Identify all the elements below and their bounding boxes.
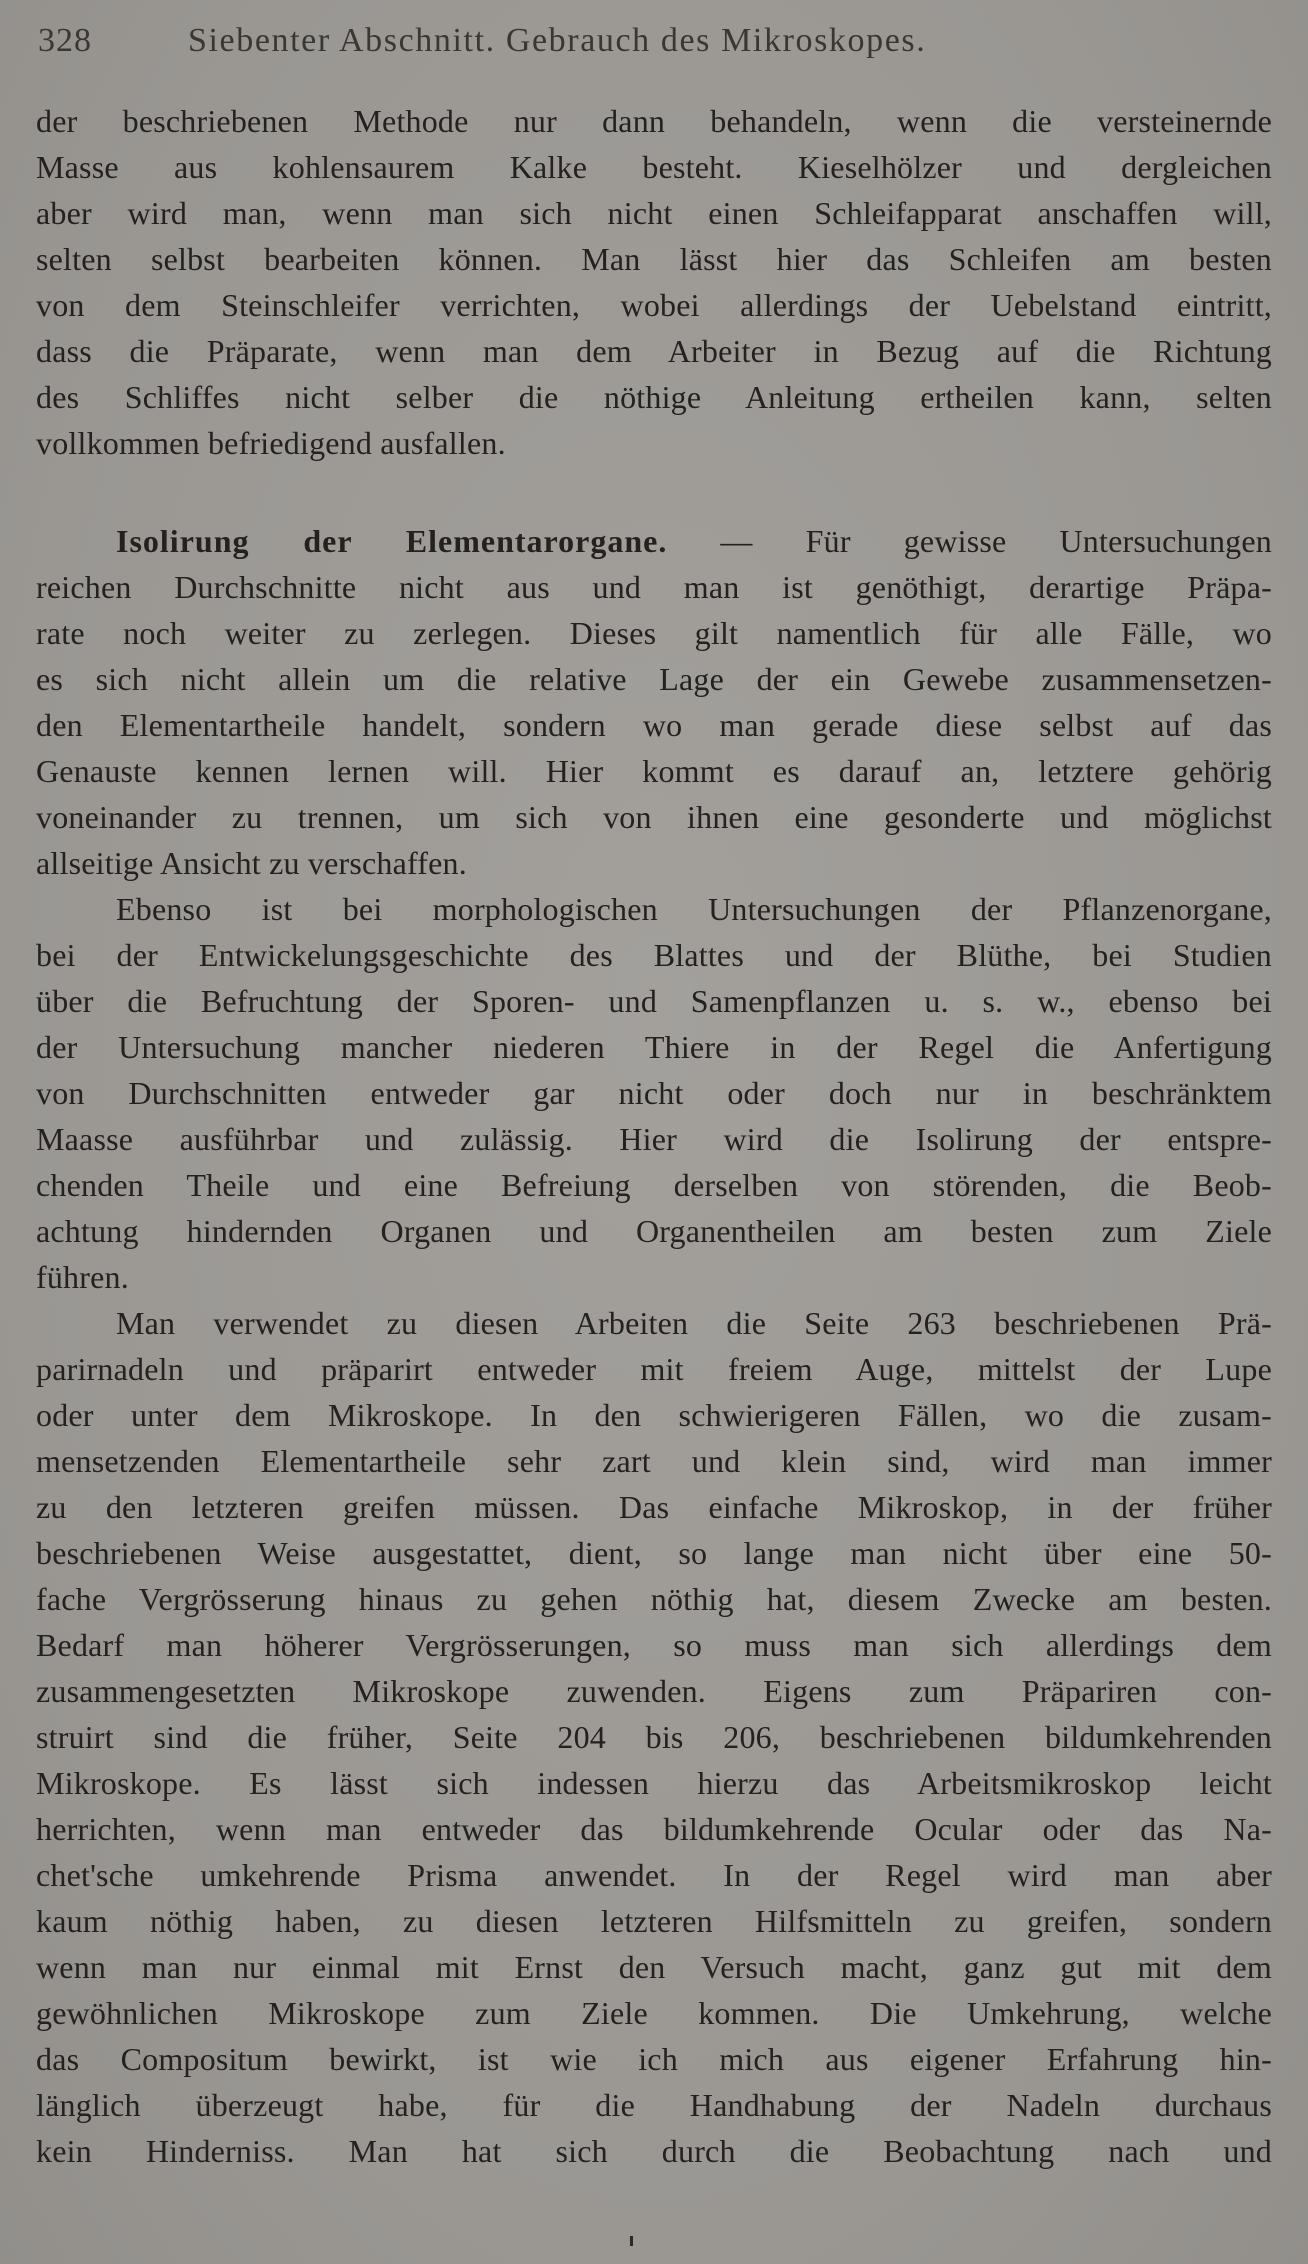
text-line: zusammengesetzten Mikroskope zuwenden. Eigens zum Präpariren con- (36, 1673, 1272, 1709)
text-line: dass die Präparate, wenn man dem Arbeiter in Bezug auf die Richtung (36, 333, 1272, 369)
text-line: chenden Theile und eine Befreiung derselben von störenden, die Beob- (36, 1167, 1272, 1203)
section-spacing (36, 466, 1272, 518)
text-line: wenn man nur einmal mit Ernst den Versuch macht, ganz gut mit dem (36, 1949, 1272, 1985)
text-line: selten selbst bearbeiten können. Man lässt hier das Schleifen am besten (36, 241, 1272, 277)
text-line: gewöhnlichen Mikroskope zum Ziele kommen. Die Umkehrung, welche (36, 1995, 1272, 2031)
text-line: zu den letzteren greifen müssen. Das einfache Mikroskop, in der früher (36, 1489, 1272, 1525)
text-line: kaum nöthig haben, zu diesen letzteren Hilfsmitteln zu greifen, sondern (36, 1903, 1272, 1939)
text-line: mensetzenden Elementartheile sehr zart und klein sind, wird man immer (36, 1443, 1272, 1479)
running-title: Siebenter Abschnitt. Gebrauch des Mikroskopes. (188, 22, 927, 59)
text-line: fache Vergrösserung hinaus zu gehen nöthig hat, diesem Zwecke am besten. (36, 1581, 1272, 1617)
text-line: achtung hindernden Organen und Organentheilen am besten zum Ziele (36, 1213, 1272, 1249)
text-line: Mikroskope. Es lässt sich indessen hierzu das Arbeitsmikroskop leicht (36, 1765, 1272, 1801)
text-line: es sich nicht allein um die relative Lage der ein Gewebe zusammensetzen- (36, 661, 1272, 697)
text-line: den Elementartheile handelt, sondern wo man gerade diese selbst auf das (36, 707, 1272, 743)
print-mark (630, 2236, 633, 2246)
text-line: rate noch weiter zu zerlegen. Dieses gilt namentlich für alle Fälle, wo (36, 615, 1272, 651)
page-number: 328 (38, 22, 92, 59)
text-line: reichen Durchschnitte nicht aus und man ist genöthigt, derartige Präpa- (36, 569, 1272, 605)
text-line: des Schliffes nicht selber die nöthige Anleitung ertheilen kann, selten (36, 379, 1272, 415)
text-line: der beschriebenen Methode nur dann behandeln, wenn die versteinernde (36, 103, 1272, 139)
text-line: länglich überzeugt habe, für die Handhabung der Nadeln durchaus (36, 2087, 1272, 2123)
text-run: — Für gewisse Untersuchungen (667, 523, 1272, 559)
text-line: Masse aus kohlensaurem Kalke besteht. Kieselhölzer und dergleichen (36, 149, 1272, 185)
text-line: vollkommen befriedigend ausfallen. (36, 425, 506, 461)
text-line: der Untersuchung mancher niederen Thiere in der Regel die Anfertigung (36, 1029, 1272, 1065)
text-line: von Durchschnitten entweder gar nicht oder doch nur in beschränktem (36, 1075, 1272, 1111)
body-text (36, 98, 1272, 2174)
paragraph (36, 1300, 1272, 2174)
text-line: Ebenso ist bei morphologischen Untersuchungen der Pflanzenorgane, (116, 891, 1272, 927)
text-line: oder unter dem Mikroskope. In den schwierigeren Fällen, wo die zusam- (36, 1397, 1272, 1433)
paragraph (36, 518, 1272, 886)
text-line: bei der Entwickelungsgeschichte des Blattes und der Blüthe, bei Studien (36, 937, 1272, 973)
text-line: herrichten, wenn man entweder das bildumkehrende Ocular oder das Na- (36, 1811, 1272, 1847)
section-heading: Isolirung der Elementarorgane. (116, 523, 668, 559)
text-line: das Compositum bewirkt, ist wie ich mich aus eigener Erfahrung hin- (36, 2041, 1272, 2077)
text-line: voneinander zu trennen, um sich von ihnen eine gesonderte und möglichst (36, 799, 1272, 835)
text-line: führen. (36, 1259, 129, 1295)
text-line: allseitige Ansicht zu verschaffen. (36, 845, 467, 881)
text-line: Bedarf man höherer Vergrösserungen, so muss man sich allerdings dem (36, 1627, 1272, 1663)
text-line: beschriebenen Weise ausgestattet, dient, so lange man nicht über eine 50- (36, 1535, 1272, 1571)
text-line: Man verwendet zu diesen Arbeiten die Seite 263 beschriebenen Prä- (116, 1305, 1272, 1341)
text-line: parirnadeln und präparirt entweder mit freiem Auge, mittelst der Lupe (36, 1351, 1272, 1387)
text-line: Maasse ausführbar und zulässig. Hier wird die Isolirung der entspre- (36, 1121, 1272, 1157)
page-header (38, 22, 1288, 72)
text-line (36, 518, 1272, 564)
text-line: aber wird man, wenn man sich nicht einen Schleifapparat anschaffen will, (36, 195, 1272, 231)
paragraph (36, 98, 1272, 466)
paragraph (36, 886, 1272, 1300)
text-line: chet'sche umkehrende Prisma anwendet. In der Regel wird man aber (36, 1857, 1272, 1893)
text-line: struirt sind die früher, Seite 204 bis 206, beschriebenen bildumkehrenden (36, 1719, 1272, 1755)
text-line: über die Befruchtung der Sporen- und Samenpflanzen u. s. w., ebenso bei (36, 983, 1272, 1019)
text-line: von dem Steinschleifer verrichten, wobei allerdings der Uebelstand eintritt, (36, 287, 1272, 323)
text-line: Genauste kennen lernen will. Hier kommt es darauf an, letztere gehörig (36, 753, 1272, 789)
text-line: kein Hinderniss. Man hat sich durch die Beobachtung nach und (36, 2133, 1272, 2169)
